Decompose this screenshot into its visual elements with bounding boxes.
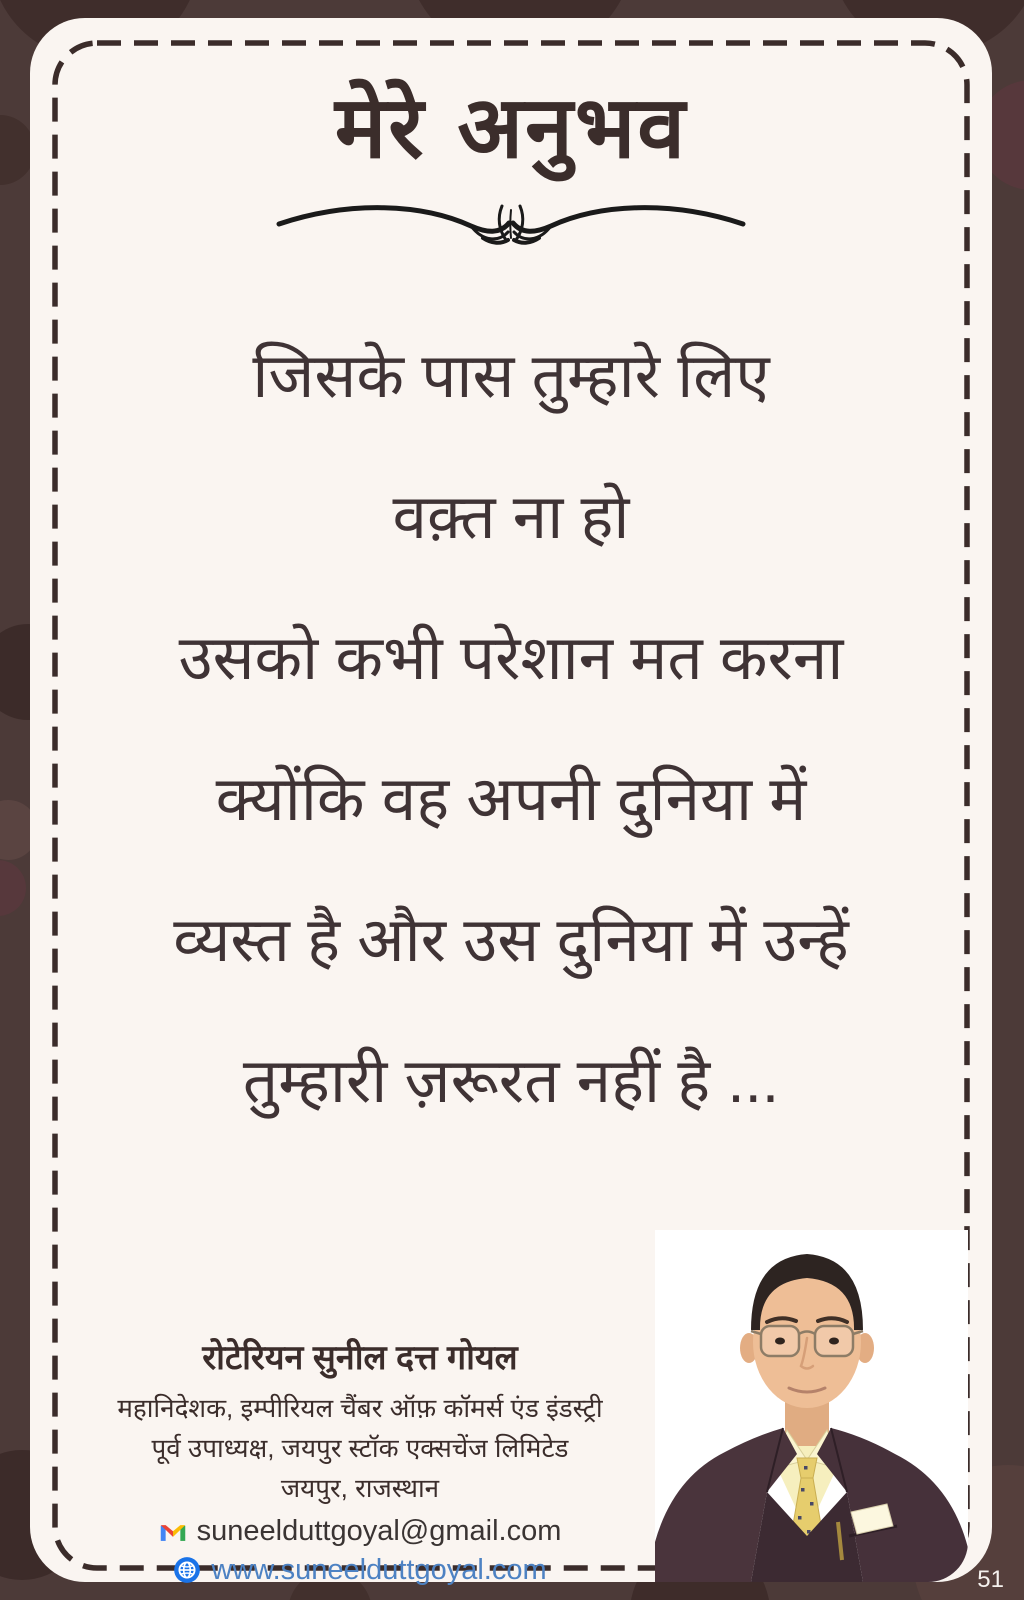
- author-role: पूर्व उपाध्यक्ष, जयपुर स्टॉक एक्सचेंज लिमिटेड: [151, 1433, 569, 1463]
- gmail-icon: [159, 1520, 187, 1542]
- website-row: [70, 1554, 650, 1586]
- quote-line: तुम्हारी ज़रूरत नहीं है ...: [242, 1047, 780, 1116]
- website-url: www.suneelduttgoyal.com: [211, 1553, 547, 1586]
- author-portrait-illustration: [655, 1230, 968, 1582]
- quote-line: वक़्त ना हो: [392, 483, 630, 552]
- author-role: जयपुर, राजस्थान: [280, 1473, 440, 1503]
- page-title: मेरे अनुभव: [334, 77, 688, 178]
- quote-card: [30, 18, 992, 1586]
- author-block: [70, 1336, 650, 1586]
- page-number: 51: [977, 1566, 1004, 1593]
- quote-line: व्यस्त है और उस दुनिया में उन्हें: [173, 906, 849, 975]
- quote-block: [30, 306, 992, 1152]
- quote-line: क्योंकि वह अपनी दुनिया में: [215, 765, 807, 834]
- author-photo: [655, 1230, 968, 1582]
- author-name: रोटेरियन सुनील दत्त गोयल: [202, 1339, 518, 1377]
- flourish-divider: [271, 196, 751, 252]
- quote-line: उसको कभी परेशान मत करना: [178, 624, 844, 693]
- quote-line: जिसके पास तुम्हारे लिए: [252, 342, 770, 411]
- email-row: [70, 1515, 650, 1547]
- email-address: suneelduttgoyal@gmail.com: [196, 1514, 562, 1547]
- globe-icon: [173, 1556, 201, 1584]
- author-role: महानिदेशक, इम्पीरियल चैंबर ऑफ़ कॉमर्स एंड इंडस्ट्री: [117, 1393, 603, 1423]
